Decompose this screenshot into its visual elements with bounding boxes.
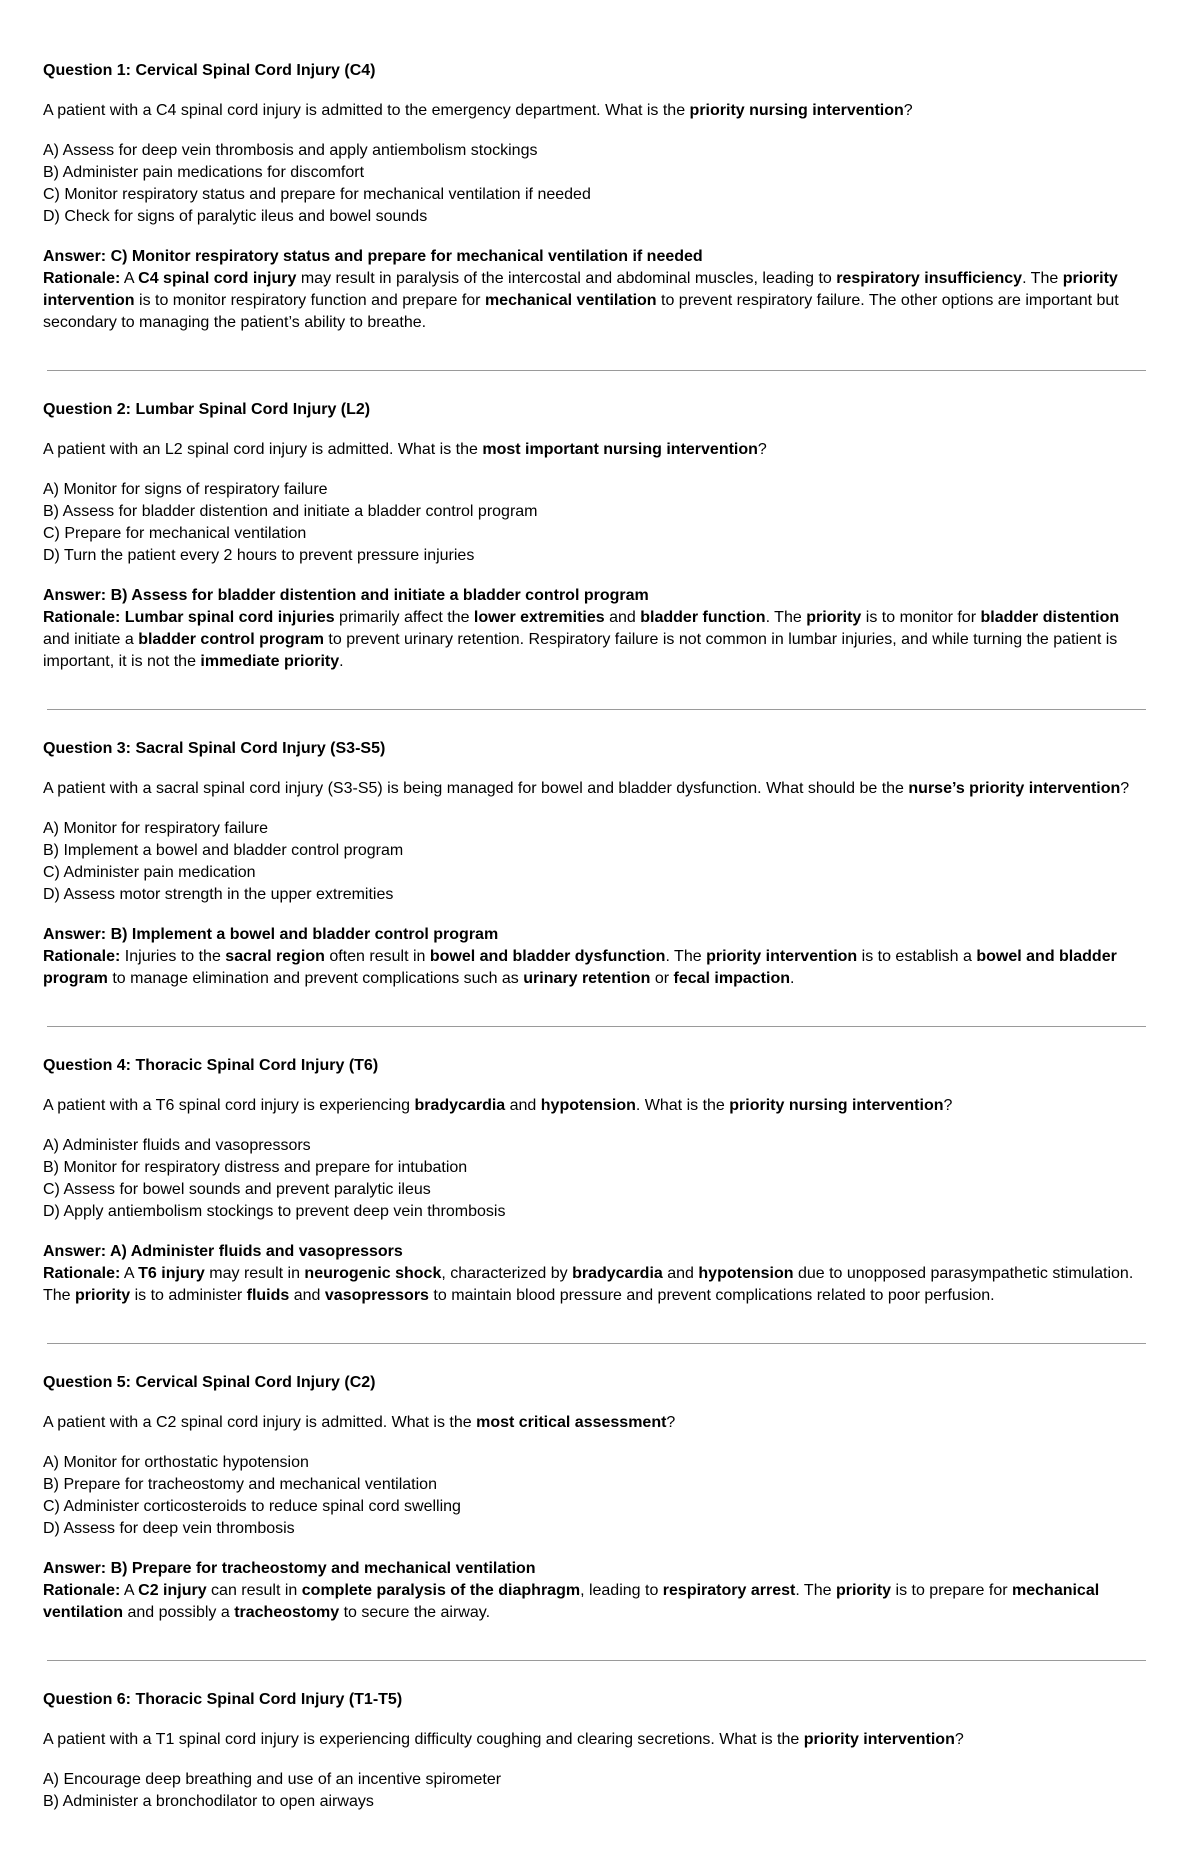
section-divider <box>47 709 1146 710</box>
rationale-run: may result in paralysis of the intercostal and abdominal muscles, leading to <box>296 270 837 287</box>
option-item: A) Monitor for respiratory failure <box>43 820 268 837</box>
question-block <box>43 1372 1143 1624</box>
rationale-run: . The <box>765 609 807 626</box>
rationale-run: is to administer <box>130 1287 247 1304</box>
option-item: B) Prepare for tracheostomy and mechanical ventilation <box>43 1476 437 1493</box>
option-list <box>43 479 1143 567</box>
rationale-run: bowel and bladder program <box>43 948 1117 987</box>
answer-line: Answer: A) Administer fluids and vasopressors <box>43 1243 403 1260</box>
rationale-run: and <box>289 1287 325 1304</box>
stem-text: ? <box>757 441 767 458</box>
option-item: A) Encourage deep breathing and use of an incentive spirometer <box>43 1771 502 1788</box>
rationale-run: Rationale: <box>43 270 121 287</box>
section-divider <box>47 370 1146 371</box>
stem-text: priority nursing intervention <box>729 1097 944 1114</box>
option-item: C) Administer corticosteroids to reduce spinal cord swelling <box>43 1498 461 1515</box>
stem-text: bradycardia <box>414 1097 506 1114</box>
rationale-text <box>43 946 1143 990</box>
stem-text: A patient with a sacral spinal cord injury (S3-S5) is being managed for bowel and bladder dysfunction. What should be the <box>43 780 909 797</box>
option-list <box>43 1135 1143 1223</box>
rationale-run: can result in <box>206 1582 302 1599</box>
option-item: C) Prepare for mechanical ventilation <box>43 525 307 542</box>
rationale-run: due to unopposed parasympathetic stimulation. The <box>43 1265 1134 1304</box>
rationale-run: sacral region <box>225 948 325 965</box>
stem-text: A patient with a C4 spinal cord injury is admitted to the emergency department. What is the <box>43 102 690 119</box>
rationale-run: is to monitor for <box>861 609 981 626</box>
question-stem <box>43 439 1143 461</box>
rationale-run: priority intervention <box>706 948 858 965</box>
rationale-text <box>43 268 1143 334</box>
rationale-run: urinary retention <box>523 970 651 987</box>
stem-text: . What is the <box>635 1097 730 1114</box>
question-stem <box>43 100 1143 122</box>
rationale-run: is to prepare for <box>891 1582 1013 1599</box>
option-item: C) Monitor respiratory status and prepare for mechanical ventilation if needed <box>43 186 591 203</box>
option-item: A) Monitor for signs of respiratory failure <box>43 481 328 498</box>
stem-text: most important nursing intervention <box>482 441 758 458</box>
rationale-run: may result in <box>204 1265 305 1282</box>
option-item: B) Implement a bowel and bladder control program <box>43 842 404 859</box>
question-title: Question 6: Thoracic Spinal Cord Injury (T1-T5) <box>43 1691 403 1708</box>
stem-text: and <box>505 1097 541 1114</box>
rationale-text <box>43 1263 1143 1307</box>
rationale-run: neurogenic shock <box>304 1265 442 1282</box>
rationale-run: A <box>120 1582 139 1599</box>
rationale-run: , characterized by <box>441 1265 573 1282</box>
rationale-run: . The <box>1022 270 1063 287</box>
question-title: Question 1: Cervical Spinal Cord Injury (C4) <box>43 62 376 79</box>
stem-text: ? <box>954 1731 964 1748</box>
rationale-run: tracheostomy <box>234 1604 340 1621</box>
section-divider <box>47 1026 1146 1027</box>
question-block <box>43 1055 1143 1307</box>
option-item: B) Assess for bladder distention and initiate a bladder control program <box>43 503 538 520</box>
rationale-run: Rationale: <box>43 1582 121 1599</box>
option-item: B) Administer a bronchodilator to open airways <box>43 1793 374 1810</box>
question-title: Question 5: Cervical Spinal Cord Injury (C2) <box>43 1374 376 1391</box>
option-item: D) Turn the patient every 2 hours to prevent pressure injuries <box>43 547 475 564</box>
option-item: D) Assess for deep vein thrombosis <box>43 1520 295 1537</box>
question-title: Question 2: Lumbar Spinal Cord Injury (L2) <box>43 401 371 418</box>
question-block <box>43 738 1143 990</box>
rationale-run: mechanical ventilation <box>484 292 657 309</box>
rationale-run: priority <box>75 1287 131 1304</box>
rationale-run: to prevent respiratory failure. The other options are important but secondary to managing the patient’s ability to breathe. <box>43 292 1119 331</box>
rationale-run: fecal impaction <box>673 970 790 987</box>
rationale-run: priority intervention <box>43 270 1118 309</box>
rationale-run: is to monitor respiratory function and prepare for <box>134 292 485 309</box>
rationale-run: primarily affect the <box>334 609 474 626</box>
rationale-run: C4 spinal cord injury <box>138 270 297 287</box>
rationale-run: Rationale: <box>43 948 121 965</box>
rationale-run: and <box>662 1265 699 1282</box>
stem-text: ? <box>1120 780 1130 797</box>
option-item: C) Administer pain medication <box>43 864 256 881</box>
rationale-run: lower extremities <box>473 609 605 626</box>
option-item: D) Apply antiembolism stockings to prevent deep vein thrombosis <box>43 1203 506 1220</box>
answer-line: Answer: B) Prepare for tracheostomy and mechanical ventilation <box>43 1560 536 1577</box>
rationale-run: , leading to <box>580 1582 663 1599</box>
rationale-run: immediate priority <box>200 653 340 670</box>
answer-line: Answer: B) Implement a bowel and bladder control program <box>43 926 499 943</box>
rationale-run: and initiate a <box>43 631 139 648</box>
stem-text: most critical assessment <box>476 1414 667 1431</box>
question-stem <box>43 1729 1143 1751</box>
rationale-run: . <box>790 970 795 987</box>
option-list <box>43 140 1143 228</box>
section-divider <box>47 1660 1146 1661</box>
rationale-run: priority <box>806 609 862 626</box>
option-item: D) Check for signs of paralytic ileus and bowel sounds <box>43 208 428 225</box>
option-item: D) Assess motor strength in the upper extremities <box>43 886 394 903</box>
rationale-run: Rationale: Lumbar spinal cord injuries <box>43 609 335 626</box>
rationale-run: . <box>339 653 344 670</box>
rationale-run: . The <box>795 1582 836 1599</box>
stem-text: A patient with a T6 spinal cord injury is experiencing <box>43 1097 415 1114</box>
option-list <box>43 818 1143 906</box>
rationale-run: respiratory arrest <box>662 1582 796 1599</box>
rationale-run: C2 injury <box>138 1582 207 1599</box>
section-divider <box>47 1343 1146 1344</box>
option-item: A) Assess for deep vein thrombosis and apply antiembolism stockings <box>43 142 538 159</box>
option-item: B) Monitor for respiratory distress and prepare for intubation <box>43 1159 468 1176</box>
rationale-run: bradycardia <box>572 1265 663 1282</box>
rationale-run: to maintain blood pressure and prevent complications related to poor perfusion. <box>428 1287 995 1304</box>
question-block <box>43 1689 1143 1813</box>
rationale-run: Rationale: <box>43 1265 121 1282</box>
rationale-run: fluids <box>246 1287 290 1304</box>
stem-text: priority nursing intervention <box>689 102 904 119</box>
rationale-run: is to establish a <box>857 948 977 965</box>
rationale-run: to prevent urinary retention. Respiratory failure is not common in lumbar injuries, and while turning the patient is important, it is not the <box>43 631 1118 670</box>
rationale-run: priority <box>835 1582 892 1599</box>
rationale-run: bladder distention <box>980 609 1120 626</box>
rationale-run: . The <box>665 948 707 965</box>
stem-text: priority intervention <box>803 1731 955 1748</box>
rationale-run: vasopressors <box>324 1287 429 1304</box>
question-stem <box>43 1095 1143 1117</box>
rationale-run: complete paralysis of the diaphragm <box>301 1582 581 1599</box>
answer-line: Answer: C) Monitor respiratory status and prepare for mechanical ventilation if needed <box>43 248 703 265</box>
question-block <box>43 399 1143 673</box>
stem-text: nurse’s priority intervention <box>908 780 1121 797</box>
option-item: A) Administer fluids and vasopressors <box>43 1137 311 1154</box>
stem-text: hypotension <box>540 1097 636 1114</box>
rationale-run: to manage elimination and prevent complications such as <box>107 970 524 987</box>
rationale-text <box>43 607 1143 673</box>
question-stem <box>43 1412 1143 1434</box>
rationale-run: bladder function <box>640 609 766 626</box>
option-item: A) Monitor for orthostatic hypotension <box>43 1454 309 1471</box>
stem-text: A patient with an L2 spinal cord injury is admitted. What is the <box>43 441 483 458</box>
question-title: Question 4: Thoracic Spinal Cord Injury (T6) <box>43 1057 379 1074</box>
rationale-run: to secure the airway. <box>339 1604 491 1621</box>
option-item: B) Administer pain medications for discomfort <box>43 164 365 181</box>
rationale-run: and possibly a <box>123 1604 235 1621</box>
rationale-run: bowel and bladder dysfunction <box>429 948 666 965</box>
stem-text: ? <box>943 1097 953 1114</box>
option-list <box>43 1769 1143 1813</box>
rationale-run: A <box>120 270 139 287</box>
option-item: C) Assess for bowel sounds and prevent paralytic ileus <box>43 1181 431 1198</box>
rationale-text <box>43 1580 1143 1624</box>
answer-line: Answer: B) Assess for bladder distention and initiate a bladder control program <box>43 587 649 604</box>
stem-text: ? <box>666 1414 676 1431</box>
question-title: Question 3: Sacral Spinal Cord Injury (S3-S5) <box>43 740 386 757</box>
rationale-run: and <box>604 609 641 626</box>
question-block <box>43 60 1143 334</box>
rationale-run: or <box>650 970 674 987</box>
rationale-run: often result in <box>324 948 430 965</box>
rationale-run: respiratory insufficiency <box>836 270 1023 287</box>
question-stem <box>43 778 1143 800</box>
stem-text: A patient with a C2 spinal cord injury is admitted. What is the <box>43 1414 477 1431</box>
rationale-run: Injuries to the <box>120 948 226 965</box>
stem-text: A patient with a T1 spinal cord injury is experiencing difficulty coughing and clearing secretions. What is the <box>43 1731 804 1748</box>
rationale-run: mechanical ventilation <box>43 1582 1100 1621</box>
rationale-run: T6 injury <box>138 1265 205 1282</box>
stem-text: ? <box>903 102 913 119</box>
rationale-run: bladder control program <box>138 631 324 648</box>
rationale-run: A <box>120 1265 139 1282</box>
rationale-run: hypotension <box>698 1265 794 1282</box>
option-list <box>43 1452 1143 1540</box>
